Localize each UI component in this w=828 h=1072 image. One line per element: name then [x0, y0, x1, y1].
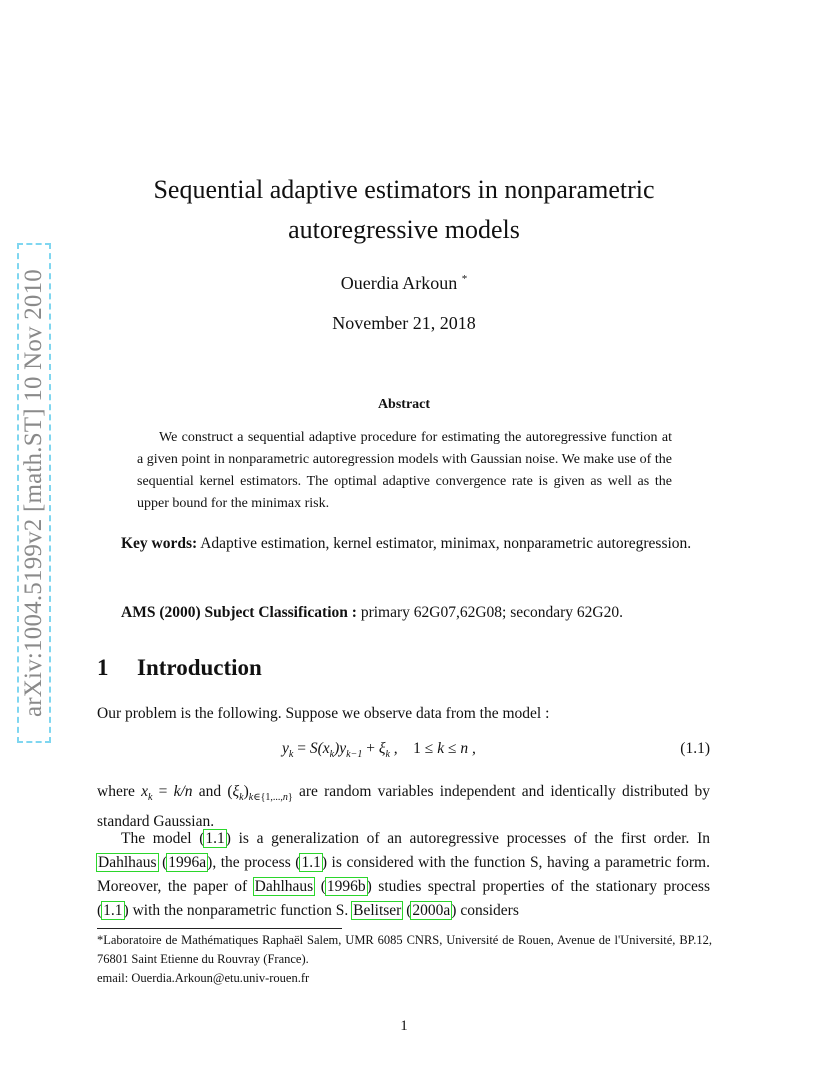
- author-name: Ouerdia Arkoun: [340, 273, 458, 293]
- keywords: [97, 532, 710, 556]
- ams-text: primary 62G07,62G08; secondary 62G20.: [360, 604, 623, 621]
- citation-dahlhaus-link[interactable]: Dahlhaus: [98, 854, 157, 871]
- footnote-affiliation: *Laboratoire de Mathématiques Raphaël Salem, UMR 6085 CNRS, Université de Rouen, Avenue de l'Université, BP.12, 76801 Saint Etienne du Rouvray (France).: [97, 933, 712, 966]
- citation-belitser-link[interactable]: Belitser: [353, 902, 402, 919]
- title-line-1: Sequential adaptive estimators in nonparametric: [153, 175, 655, 204]
- para-text: ) studies spectral properties of the stationary process (: [97, 878, 710, 919]
- where-text: are random variables independent and identically distributed by standard Gaussian.: [97, 783, 710, 831]
- equation-formula: $y_k = S(x_k)y_{k-1} + \xi_k$ , 1 ≤ k ≤ n ,: [282, 740, 476, 761]
- para-text: ) with the nonparametric function S.: [123, 902, 353, 919]
- author-footnote-mark: *: [461, 273, 468, 285]
- ams-label: AMS (2000) Subject Classification :: [121, 604, 357, 621]
- para-text: (: [157, 854, 168, 871]
- para-text: The model (: [121, 830, 205, 847]
- paper-date: November 21, 2018: [332, 313, 476, 333]
- equation-ref-link[interactable]: 1.1: [301, 854, 321, 871]
- footnote-rule: [97, 928, 342, 929]
- equation-ref-link[interactable]: 1.1: [103, 902, 123, 919]
- para-text: ) is a generalization of an autoregressive processes of the first order. In: [225, 830, 710, 847]
- para-text: ) is considered with the function S, having a parametric form. Moreover, the paper of: [97, 854, 710, 895]
- ams-classification: [97, 601, 710, 625]
- footnote: [97, 931, 712, 988]
- keywords-label: Key words:: [121, 535, 198, 552]
- author: [0, 273, 808, 294]
- intro-paragraph: Our problem is the following. Suppose we observe data from the model :: [97, 705, 550, 722]
- equation-number: (1.1): [680, 740, 710, 757]
- citation-year-link[interactable]: 2000a: [412, 902, 451, 919]
- abstract-text: We construct a sequential adaptive procedure for estimating the autoregressive function at a given point in nonparametric autoregression models with Gaussian noise. We make use of the sequential kernel estimators. The optimal adaptive convergence rate is given as well as the upper bound for the minimax risk.: [137, 430, 672, 511]
- model-paragraph: [97, 827, 710, 923]
- citation-dahlhaus-link[interactable]: Dahlhaus: [254, 878, 314, 895]
- arxiv-stamp-text: arXiv:1004.5199v2 [math.ST] 10 Nov 2010: [20, 268, 48, 718]
- paper-title: [0, 170, 808, 250]
- footnote-email: email: Ouerdia.Arkoun@etu.univ-rouen.fr: [97, 971, 310, 985]
- section-number: 1: [97, 655, 109, 680]
- citation-year-link[interactable]: 1996a: [168, 854, 207, 871]
- page-number: 1: [400, 1018, 408, 1034]
- citation-year-link[interactable]: 1996b: [326, 878, 366, 895]
- title-line-2: autoregressive models: [288, 215, 520, 244]
- section-title: Introduction: [137, 655, 262, 680]
- para-text: (: [402, 902, 412, 919]
- keywords-text: Adaptive estimation, kernel estimator, minimax, nonparametric autoregression.: [200, 535, 692, 552]
- where-paragraph: where $x_k = k/n$ and $(\xi_k)_{k\in\{1,...,n\}}$ are random variables independent and identically distributed by standard Gaussian.: [97, 783, 710, 831]
- abstract-heading: Abstract: [377, 397, 431, 412]
- para-text: (: [314, 878, 326, 895]
- para-text: ) considers: [451, 902, 519, 919]
- equation-1-1: [97, 740, 710, 764]
- section-heading: [97, 655, 262, 681]
- para-text: ), the process (: [207, 854, 301, 871]
- equation-ref-link[interactable]: 1.1: [205, 830, 225, 847]
- abstract-body: [137, 427, 672, 515]
